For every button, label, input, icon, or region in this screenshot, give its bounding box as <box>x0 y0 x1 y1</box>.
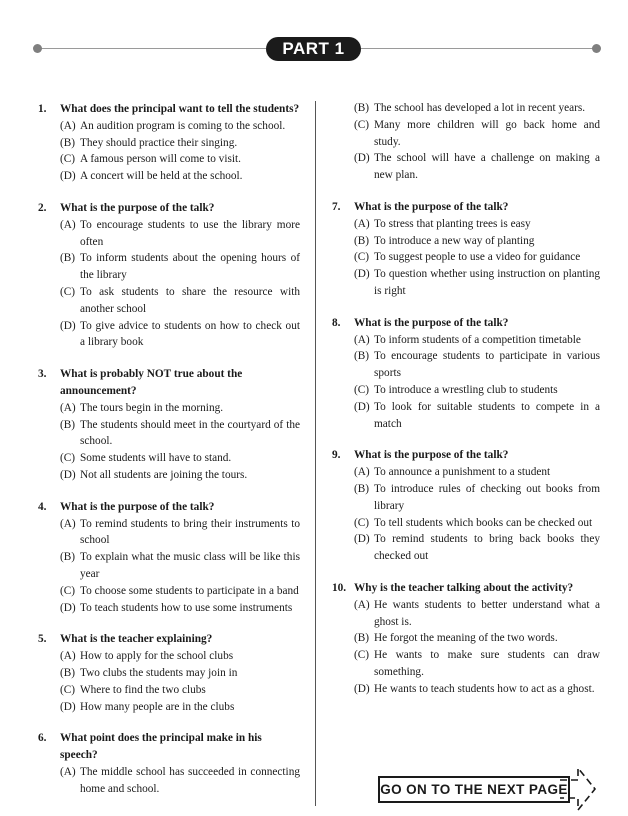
question-heading <box>38 730 300 764</box>
answer-option <box>60 648 300 665</box>
answer-option <box>60 168 300 185</box>
question-heading <box>38 366 300 400</box>
option-letter: (A) <box>354 217 370 230</box>
option-text: To look for suitable students to compete in a match <box>374 400 600 430</box>
option-letter: (A) <box>60 650 76 663</box>
option-text: The tours begin in the morning. <box>80 401 224 414</box>
option-letter: (B) <box>60 418 76 431</box>
question-text: What is the purpose of the talk? <box>354 449 509 462</box>
option-text: To encourage students to use the library more often <box>80 218 300 248</box>
option-letter: (D) <box>354 400 370 413</box>
question-7 <box>332 199 600 300</box>
option-text: To explain what the music class will be like this year <box>80 551 300 580</box>
option-letter: (B) <box>354 632 370 645</box>
answer-option <box>354 348 600 382</box>
question-number: 10. <box>332 581 347 594</box>
question-number: 1. <box>38 103 47 115</box>
answer-option <box>60 135 300 152</box>
answer-option <box>354 233 600 250</box>
question-10 <box>332 580 600 698</box>
question-text: What does the principal want to tell the students? <box>60 103 300 115</box>
header-rule-left <box>36 48 266 49</box>
question-options <box>60 400 300 484</box>
answer-option <box>354 382 600 399</box>
question-8 <box>332 315 600 433</box>
question-heading <box>332 447 600 464</box>
answer-option <box>60 467 300 484</box>
option-text: Two clubs the students may join in <box>80 666 238 679</box>
answer-option <box>60 665 300 682</box>
question-number: 9. <box>332 449 341 462</box>
option-letter: (D) <box>354 682 370 695</box>
option-letter: (A) <box>60 401 76 414</box>
option-text: Some students will have to stand. <box>80 452 232 465</box>
question-options <box>60 648 300 715</box>
option-letter: (D) <box>354 268 370 281</box>
question-number: 6. <box>38 732 47 745</box>
option-letter: (A) <box>60 218 76 231</box>
option-text: Where to find the two clubs <box>80 683 206 696</box>
question-text: Why is the teacher talking about the activity? <box>354 581 574 594</box>
answer-option <box>60 217 300 251</box>
question-text: What is the purpose of the talk? <box>354 200 509 213</box>
answer-option <box>354 332 600 349</box>
option-letter: (A) <box>354 466 370 479</box>
answer-option <box>60 682 300 699</box>
answer-option <box>60 600 300 617</box>
answer-option <box>60 118 300 135</box>
question-options <box>354 464 600 565</box>
option-text: A concert will be held at the school. <box>80 170 243 183</box>
header-dot-right-icon <box>592 44 601 53</box>
option-text: To remind students to bring back books they checked out <box>374 533 600 563</box>
option-letter: (C) <box>60 452 76 465</box>
header-rule-right <box>361 48 595 49</box>
question-6 <box>38 730 300 797</box>
option-letter: (C) <box>354 516 370 529</box>
answer-option <box>60 250 300 284</box>
right-column <box>332 101 600 713</box>
question-options <box>354 216 600 300</box>
question-options <box>60 516 300 617</box>
header-dot-left-icon <box>33 44 42 53</box>
answer-option <box>354 100 600 117</box>
question-number: 2. <box>38 201 47 214</box>
question-options <box>60 764 300 798</box>
question-text: What is the purpose of the talk? <box>60 500 215 513</box>
question-text: What is probably NOT true about the announcement? <box>60 368 243 397</box>
answer-option <box>354 481 600 515</box>
question-2 <box>38 200 300 351</box>
answer-option <box>354 249 600 266</box>
option-letter: (D) <box>354 152 370 165</box>
option-text: He wants to make sure students can draw something. <box>374 649 600 678</box>
question-6-continued <box>332 100 600 184</box>
option-text: To stress that planting trees is easy <box>374 217 531 230</box>
option-text: To question whether using instruction on planting is right <box>374 268 600 297</box>
option-letter: (B) <box>354 102 370 114</box>
option-text: To ask students to share the resource with another school <box>80 285 300 315</box>
option-text: The school will have a challenge on making a new plan. <box>374 152 600 182</box>
question-heading <box>38 200 300 217</box>
option-letter: (A) <box>60 119 76 132</box>
answer-option <box>354 399 600 433</box>
option-text: To remind students to bring their instruments to school <box>80 517 300 547</box>
question-1 <box>38 101 300 185</box>
option-letter: (C) <box>354 649 370 662</box>
question-heading <box>38 101 300 118</box>
option-letter: (D) <box>354 533 370 546</box>
option-letter: (C) <box>354 383 370 396</box>
question-heading <box>38 499 300 516</box>
option-letter: (B) <box>60 666 76 679</box>
answer-option <box>60 400 300 417</box>
option-letter: (B) <box>354 482 370 495</box>
part-title: PART 1 <box>266 37 361 61</box>
question-number: 5. <box>38 633 47 646</box>
question-options <box>60 118 300 185</box>
option-text: To give advice to students on how to check out a library book <box>80 319 300 349</box>
answer-option <box>60 549 300 583</box>
answer-option <box>60 318 300 352</box>
answer-option <box>354 464 600 481</box>
option-letter: (D) <box>60 468 76 481</box>
option-letter: (C) <box>60 683 76 696</box>
question-9 <box>332 447 600 565</box>
option-text: The middle school has succeeded in connecting home and school. <box>80 765 300 795</box>
option-letter: (C) <box>60 285 76 298</box>
question-options <box>354 332 600 433</box>
option-letter: (D) <box>60 319 76 332</box>
option-text: To introduce a wrestling club to students <box>374 383 558 396</box>
question-text: What is the purpose of the talk? <box>354 316 509 329</box>
option-text: To introduce a new way of planting <box>374 234 535 247</box>
question-heading <box>332 315 600 332</box>
column-divider <box>315 101 316 806</box>
option-text: He forgot the meaning of the two words. <box>374 632 558 645</box>
option-text: To announce a punishment to a student <box>374 466 551 479</box>
answer-option <box>60 699 300 716</box>
question-5 <box>38 631 300 715</box>
question-number: 4. <box>38 500 47 513</box>
option-text: They should practice their singing. <box>80 136 238 149</box>
option-text: He wants to teach students how to act as a ghost. <box>374 682 595 695</box>
left-column <box>38 101 300 812</box>
option-letter: (A) <box>60 517 76 530</box>
option-text: Not all students are joining the tours. <box>80 468 248 481</box>
option-letter: (A) <box>354 333 370 346</box>
option-text: To encourage students to participate in various sports <box>374 350 600 380</box>
option-letter: (B) <box>60 136 76 149</box>
question-4 <box>38 499 300 617</box>
option-letter: (D) <box>60 170 76 183</box>
option-letter: (D) <box>60 601 76 614</box>
question-text: What is the teacher explaining? <box>60 633 213 646</box>
option-letter: (C) <box>354 118 370 131</box>
option-text: To introduce rules of checking out books from library <box>374 482 600 512</box>
answer-option <box>60 583 300 600</box>
answer-option <box>60 764 300 798</box>
option-letter: (B) <box>354 350 370 363</box>
answer-option <box>354 531 600 565</box>
option-letter: (D) <box>60 700 76 713</box>
answer-option <box>354 266 600 300</box>
answer-option <box>60 284 300 318</box>
option-text: To teach students how to use some instruments <box>80 601 293 614</box>
option-text: Many more children will go back home and study. <box>374 118 600 148</box>
option-letter: (C) <box>354 251 370 264</box>
question-heading <box>332 199 600 216</box>
option-text: To suggest people to use a video for guidance <box>374 251 581 264</box>
question-options <box>354 100 600 184</box>
question-number: 8. <box>332 316 341 329</box>
answer-option <box>354 117 600 151</box>
answer-option <box>354 216 600 233</box>
question-number: 3. <box>38 368 47 381</box>
answer-option <box>354 630 600 647</box>
question-options <box>354 597 600 698</box>
page-header <box>0 0 628 80</box>
answer-option <box>354 647 600 681</box>
option-text: To tell students which books can be checked out <box>374 516 593 529</box>
question-3 <box>38 366 300 484</box>
option-text: The school has developed a lot in recent years. <box>374 102 586 114</box>
option-letter: (B) <box>60 252 76 265</box>
option-letter: (C) <box>60 584 76 597</box>
option-text: He wants students to better understand what a ghost is. <box>374 598 600 628</box>
answer-option <box>354 681 600 698</box>
option-text: To choose some students to participate in a band <box>80 584 299 597</box>
option-letter: (A) <box>60 765 76 778</box>
question-heading <box>38 631 300 648</box>
option-text: An audition program is coming to the school. <box>80 119 286 132</box>
option-letter: (A) <box>354 598 370 611</box>
question-text: What is the purpose of the talk? <box>60 201 215 214</box>
answer-option <box>354 597 600 631</box>
answer-option <box>60 151 300 168</box>
option-letter: (B) <box>60 551 76 564</box>
answer-option <box>60 516 300 550</box>
answer-option <box>60 450 300 467</box>
question-text: What point does the principal make in his speech? <box>60 732 262 762</box>
option-letter: (B) <box>354 234 370 247</box>
option-text: To inform students of a competition timetable <box>374 333 581 346</box>
next-page-banner: GO ON TO THE NEXT PAGE <box>378 776 570 803</box>
option-text: How many people are in the clubs <box>80 700 235 713</box>
option-text: The students should meet in the courtyard of the school. <box>80 418 300 448</box>
answer-option <box>354 150 600 184</box>
answer-option <box>354 515 600 532</box>
option-text: To inform students about the opening hours of the library <box>80 252 300 282</box>
option-text: How to apply for the school clubs <box>80 650 234 663</box>
question-heading <box>332 580 600 597</box>
arrow-right-icon <box>558 766 598 812</box>
answer-option <box>60 417 300 451</box>
option-letter: (C) <box>60 153 76 166</box>
option-text: A famous person will come to visit. <box>80 153 241 166</box>
question-number: 7. <box>332 200 341 213</box>
question-options <box>60 217 300 351</box>
